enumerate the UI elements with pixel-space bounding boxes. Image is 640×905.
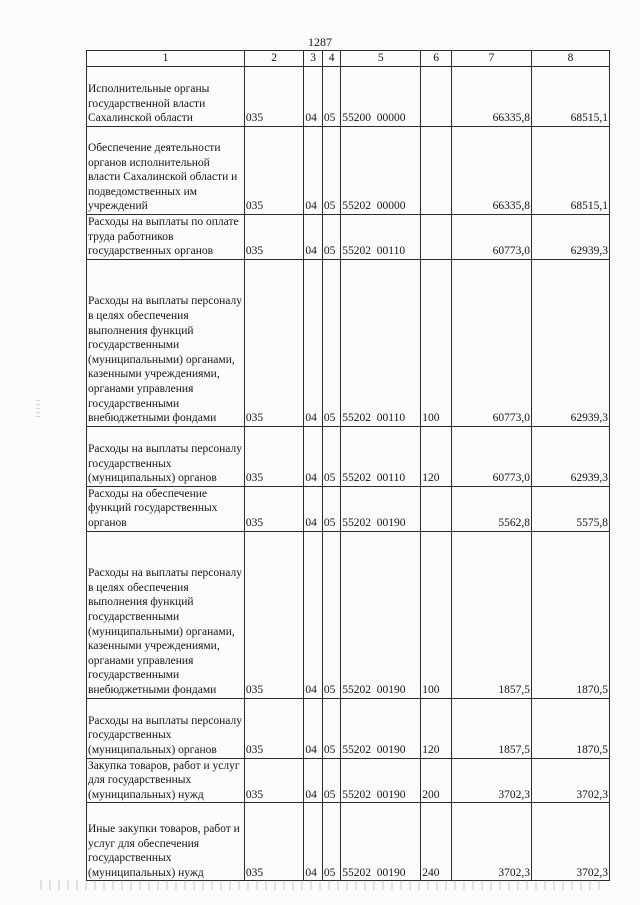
expense-name: Расходы на выплаты персоналу в целях обеспечения выполнения функций государственными (муниципальными) органами, казенными учреждениями, органами управления государственными внебюджетными фондами (87, 531, 245, 698)
column-number: 7 (452, 51, 532, 67)
table-row (87, 803, 610, 881)
subsection-code: 05 (322, 67, 340, 127)
section-code: 04 (304, 259, 322, 426)
table-row (87, 127, 610, 215)
amount-year-2: 3702,3 (532, 758, 610, 803)
target-article-code: 55202 00110 (341, 426, 421, 486)
section-code: 04 (304, 426, 322, 486)
section-code: 04 (304, 758, 322, 803)
section-code: 04 (304, 215, 322, 260)
column-number: 4 (322, 51, 340, 67)
expense-name: Исполнительные органы государственной власти Сахалинской области (87, 67, 245, 127)
section-code: 04 (304, 486, 322, 531)
subsection-code: 05 (322, 758, 340, 803)
ministry-code: 035 (244, 127, 303, 215)
expense-name: Расходы на выплаты персоналу государственных (муниципальных) органов (87, 698, 245, 758)
subsection-code: 05 (322, 215, 340, 260)
table-row (87, 698, 610, 758)
column-number: 2 (244, 51, 303, 67)
ministry-code: 035 (244, 259, 303, 426)
ministry-code: 035 (244, 486, 303, 531)
amount-year-2: 62939,3 (532, 259, 610, 426)
ministry-code: 035 (244, 426, 303, 486)
amount-year-2: 5575,8 (532, 486, 610, 531)
column-number: 3 (304, 51, 322, 67)
amount-year-1: 3702,3 (452, 758, 532, 803)
expense-type-code (421, 486, 452, 531)
table-row (87, 215, 610, 260)
expense-name: Расходы на выплаты по оплате труда работников государственных органов (87, 215, 245, 260)
table-row (87, 758, 610, 803)
target-article-code: 55200 00000 (341, 67, 421, 127)
scan-speck (36, 400, 40, 420)
amount-year-1: 60773,0 (452, 215, 532, 260)
amount-year-2: 1870,5 (532, 531, 610, 698)
table-row (87, 486, 610, 531)
expense-type-code: 200 (421, 758, 452, 803)
target-article-code: 55202 00190 (341, 486, 421, 531)
amount-year-1: 5562,8 (452, 486, 532, 531)
subsection-code: 05 (322, 127, 340, 215)
expense-type-code (421, 127, 452, 215)
column-number: 8 (532, 51, 610, 67)
column-number-row (87, 51, 610, 67)
target-article-code: 55202 00190 (341, 698, 421, 758)
expense-name: Обеспечение деятельности органов исполнительной власти Сахалинской области и подведомственных им учреждений (87, 127, 245, 215)
subsection-code: 05 (322, 426, 340, 486)
ministry-code: 035 (244, 758, 303, 803)
amount-year-2: 62939,3 (532, 426, 610, 486)
amount-year-1: 1857,5 (452, 531, 532, 698)
amount-year-2: 3702,3 (532, 803, 610, 881)
column-number: 5 (341, 51, 421, 67)
expense-type-code: 120 (421, 426, 452, 486)
amount-year-1: 1857,5 (452, 698, 532, 758)
table-row (87, 259, 610, 426)
target-article-code: 55202 00110 (341, 259, 421, 426)
column-number: 6 (421, 51, 452, 67)
budget-table (86, 50, 610, 881)
section-code: 04 (304, 127, 322, 215)
amount-year-2: 62939,3 (532, 215, 610, 260)
ministry-code: 035 (244, 531, 303, 698)
expense-type-code: 120 (421, 698, 452, 758)
expense-type-code: 100 (421, 531, 452, 698)
expense-name: Иные закупки товаров, работ и услуг для обеспечения государственных (муниципальных) нужд (87, 803, 245, 881)
amount-year-1: 3702,3 (452, 803, 532, 881)
subsection-code: 05 (322, 486, 340, 531)
expense-type-code (421, 67, 452, 127)
table-row (87, 531, 610, 698)
scan-noise (40, 880, 600, 890)
expense-type-code (421, 215, 452, 260)
amount-year-1: 66335,8 (452, 67, 532, 127)
subsection-code: 05 (322, 531, 340, 698)
ministry-code: 035 (244, 698, 303, 758)
ministry-code: 035 (244, 215, 303, 260)
expense-name: Расходы на выплаты персоналу в целях обеспечения выполнения функций государственными (муниципальными) органами, казенными учреждениями, органами управления государственными внебюджетными фондами (87, 259, 245, 426)
amount-year-2: 1870,5 (532, 698, 610, 758)
column-number: 1 (87, 51, 245, 67)
subsection-code: 05 (322, 698, 340, 758)
amount-year-2: 68515,1 (532, 127, 610, 215)
amount-year-1: 60773,0 (452, 259, 532, 426)
section-code: 04 (304, 67, 322, 127)
expense-name: Расходы на обеспечение функций государственных органов (87, 486, 245, 531)
amount-year-1: 66335,8 (452, 127, 532, 215)
section-code: 04 (304, 531, 322, 698)
subsection-code: 05 (322, 259, 340, 426)
table-row (87, 67, 610, 127)
section-code: 04 (304, 803, 322, 881)
target-article-code: 55202 00190 (341, 531, 421, 698)
ministry-code: 035 (244, 803, 303, 881)
target-article-code: 55202 00000 (341, 127, 421, 215)
section-code: 04 (304, 698, 322, 758)
expense-name: Расходы на выплаты персоналу государственных (муниципальных) органов (87, 426, 245, 486)
target-article-code: 55202 00190 (341, 803, 421, 881)
table-row (87, 426, 610, 486)
expense-name: Закупка товаров, работ и услуг для государственных (муниципальных) нужд (87, 758, 245, 803)
amount-year-1: 60773,0 (452, 426, 532, 486)
subsection-code: 05 (322, 803, 340, 881)
target-article-code: 55202 00110 (341, 215, 421, 260)
amount-year-2: 68515,1 (532, 67, 610, 127)
page-number: 1287 (308, 35, 332, 49)
expense-type-code: 240 (421, 803, 452, 881)
expense-type-code: 100 (421, 259, 452, 426)
target-article-code: 55202 00190 (341, 758, 421, 803)
ministry-code: 035 (244, 67, 303, 127)
